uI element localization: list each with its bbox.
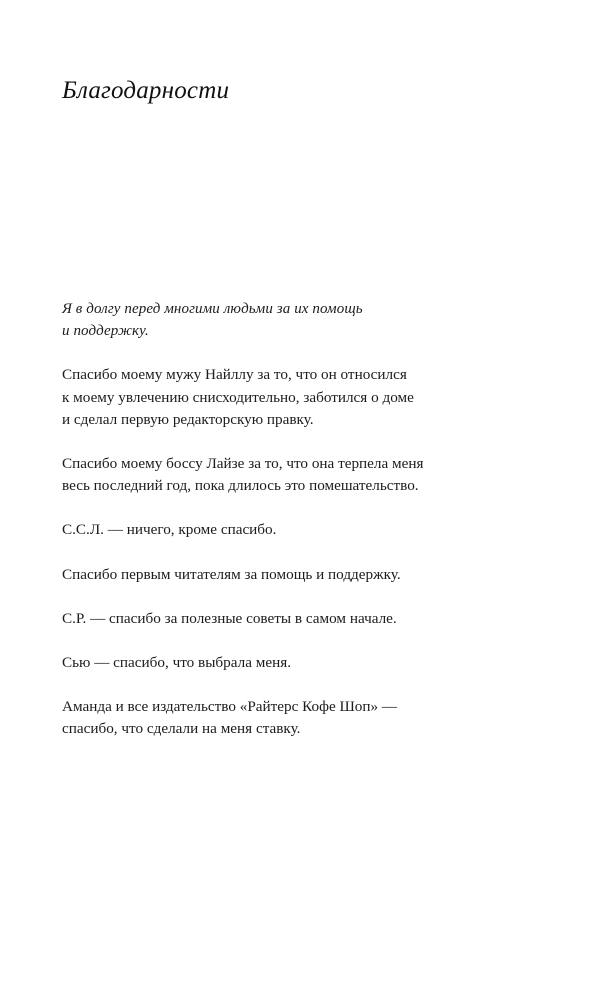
text-line: С.Р. — спасибо за полезные советы в самом начале.	[62, 609, 397, 627]
text-line: Аманда и все издательство «Райтерс Кофе Шоп» —	[62, 698, 398, 716]
text-line: Спасибо моему боссу Лайзе за то, что она терпела меня	[62, 455, 424, 473]
text-line: С.С.Л. — ничего, кроме спасибо.	[62, 521, 277, 539]
paragraph-lead-indebted	[62, 298, 532, 342]
page-title: Благодарности	[62, 77, 230, 104]
text-line: Сью — спасибо, что выбрала меня.	[62, 654, 291, 672]
text-line: весь последний год, пока длилось это помешательство.	[62, 477, 419, 495]
paragraph-thanks-sue	[62, 652, 532, 674]
paragraph-thanks-sr	[62, 608, 532, 630]
text-line: Спасибо моему мужу Найллу за то, что он относился	[62, 366, 407, 384]
paragraph-thanks-husband-niall	[62, 364, 532, 431]
paragraph-thanks-amanda-publisher	[62, 696, 532, 740]
paragraph-thanks-ssl	[62, 519, 532, 541]
paragraph-thanks-boss-lise	[62, 453, 532, 497]
text-line: и сделал первую редакторскую правку.	[62, 410, 314, 428]
text-line: Я в долгу перед многими людьми за их помощь	[62, 301, 363, 317]
paragraph-thanks-first-readers	[62, 564, 532, 586]
text-line: спасибо, что сделали на меня ставку.	[62, 720, 301, 738]
text-line: и поддержку.	[62, 323, 149, 340]
body-text-block	[62, 298, 532, 741]
text-line: к моему увлечению снисходительно, заботился о доме	[62, 388, 414, 406]
text-line: Спасибо первым читателям за помощь и поддержку.	[62, 565, 401, 583]
